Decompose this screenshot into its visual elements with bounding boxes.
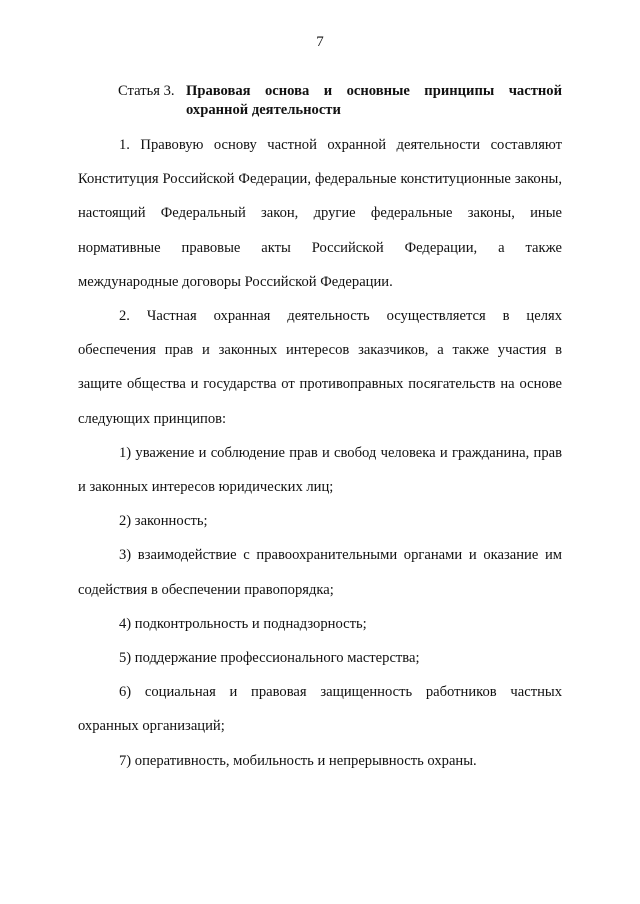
principle-item-4: 4) подконтрольность и поднадзорность;: [119, 615, 367, 632]
page-number: 7: [316, 34, 324, 50]
principle-item-6: 6) социальная и правовая защищенность работников частных охранных организаций;: [78, 684, 562, 735]
article-body: [78, 128, 562, 778]
article-heading: [118, 82, 562, 120]
paragraph-legal-basis: 1. Правовую основу частной охранной деятельности составляют Конституция Российской Федерации, федеральные конституционные законы, настоящий Федеральный закон, другие федеральные законы, иные нормативные правовые акты Российской Федерации, а также международные договоры Российской Федерации.: [78, 137, 562, 290]
article-label: Статья 3.: [118, 83, 175, 99]
paragraph-purposes: 2. Частная охранная деятельность осуществляется в целях обеспечения прав и законных интересов заказчиков, а также участия в защите общества и государства от противоправных посягательств на основе следующих принципов:: [78, 308, 562, 427]
principle-item-5: 5) поддержание профессионального мастерства;: [119, 650, 420, 667]
principle-item-2: 2) законность;: [119, 513, 208, 530]
principle-item-3: 3) взаимодействие с правоохранительными органами и оказание им содействия в обеспечении правопорядка;: [78, 547, 562, 598]
article-title: Правовая основа и основные принципы частной охранной деятельности: [186, 83, 562, 118]
principle-item-1: 1) уважение и соблюдение прав и свобод человека и гражданина, прав и законных интересов юридических лиц;: [78, 444, 562, 496]
principle-item-7: 7) оперативность, мобильность и непрерывность охраны.: [119, 752, 477, 769]
